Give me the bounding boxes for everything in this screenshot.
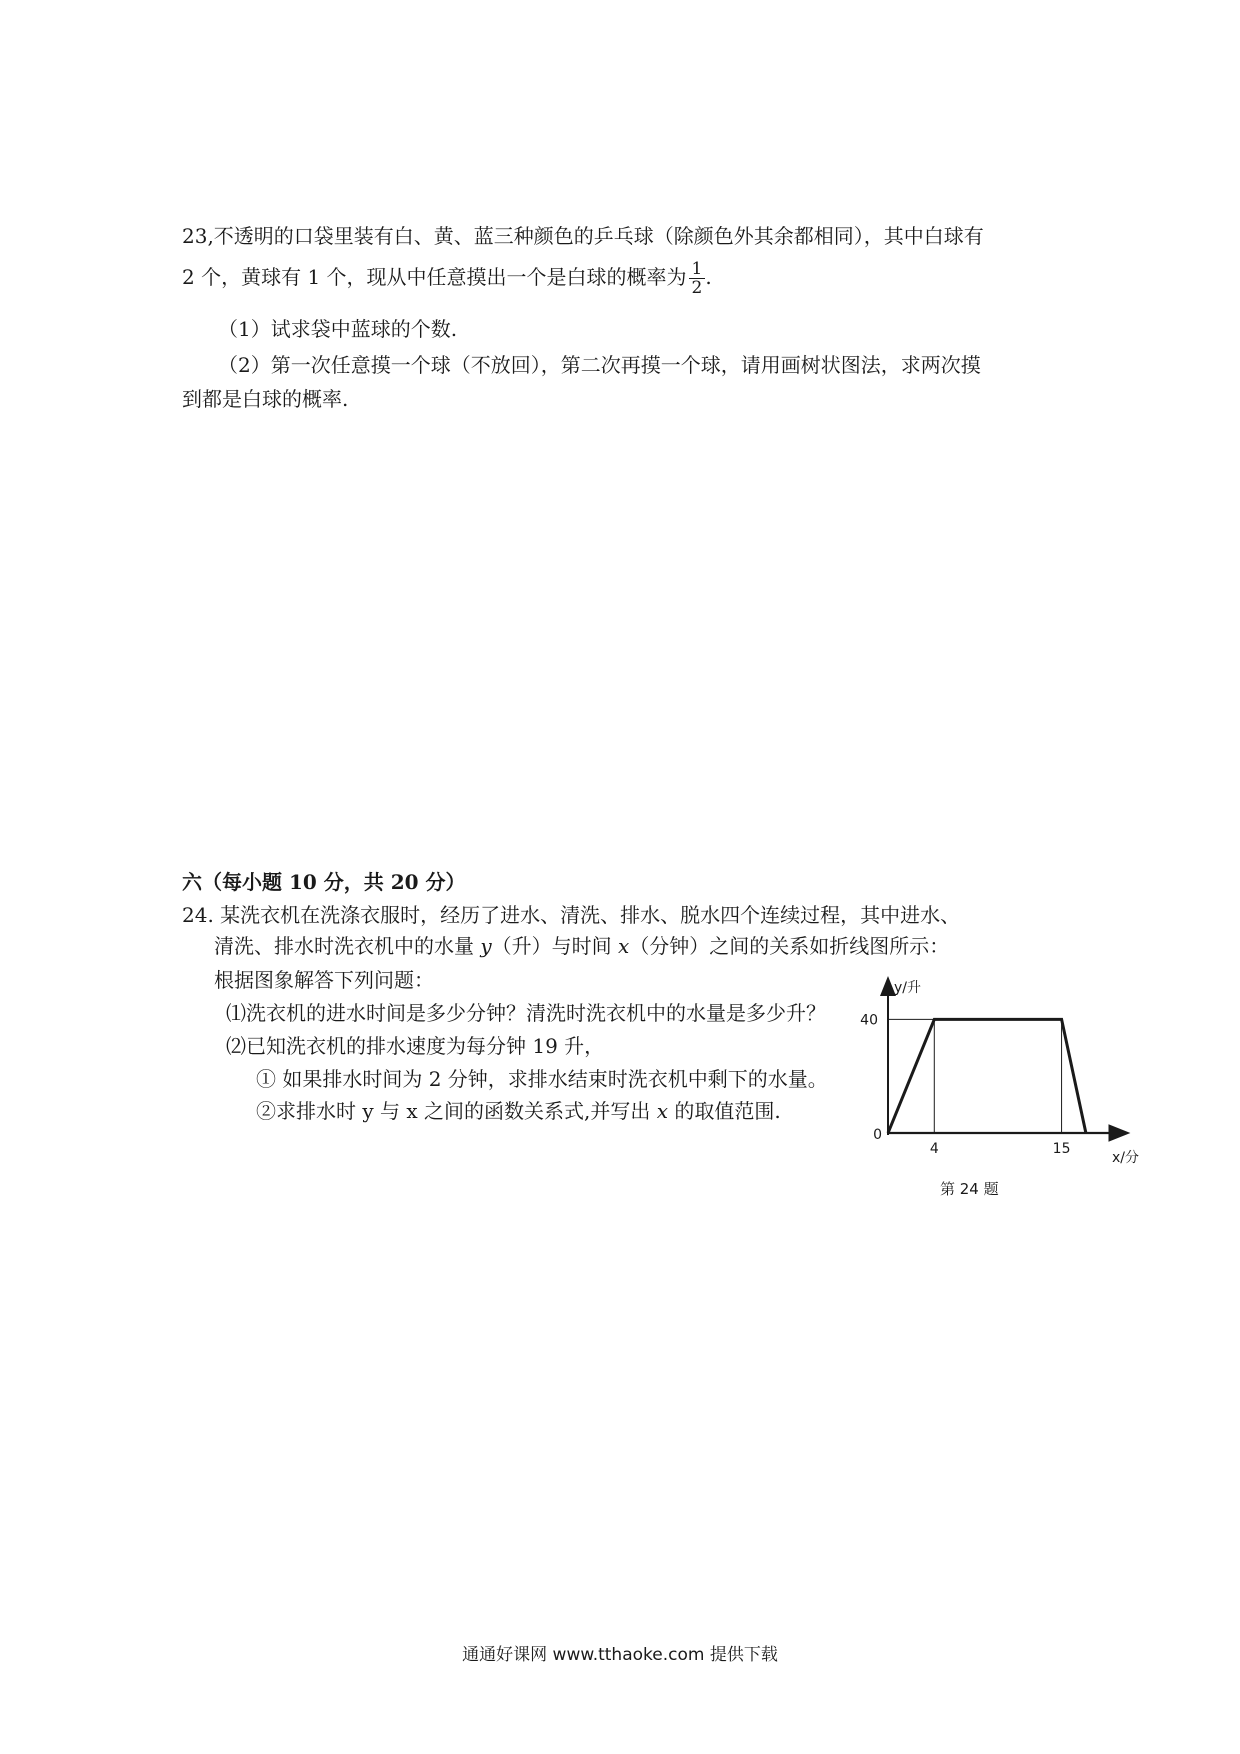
water-level-series-line (888, 1019, 1086, 1133)
x-tick-label-0: 0 (873, 1127, 882, 1143)
y-tick-label-40: 40 (860, 1012, 878, 1029)
q24-sub2 (256, 1097, 781, 1125)
q24-line3: 根据图象解答下列问题： (214, 968, 434, 992)
q23-line2 (182, 260, 712, 297)
probability-fraction (689, 260, 706, 297)
footer-credit: 通通好课网 www.tthaoke.com 提供下载 (462, 1645, 778, 1665)
q23-part2-line1: （2）第一次任意摸一个球（不放回），第二次再摸一个球，请用画树状图法，求两次摸 (218, 353, 981, 377)
x-tick-label-4: 4 (929, 1141, 939, 1157)
q24-line1: 24. 某洗衣机在洗涤衣服时，经历了进水、清洗、排水、脱水四个连续过程，其中进水、 (182, 903, 961, 927)
q23-line1: 23,不透明的口袋里装有白、黄、蓝三种颜色的乒乓球（除颜色外其余都相同），其中白球有 (182, 224, 984, 248)
q23-part2-line2: 到都是白球的概率. (182, 387, 349, 411)
q24-line2 (214, 932, 949, 960)
q23-part1: （1）试求袋中蓝球的个数. (218, 317, 458, 341)
q24-line2-b: （升）与时间 (491, 934, 619, 958)
water-level-graph (858, 972, 1148, 1172)
q24-part1: ⑴洗衣机的进水时间是多少分钟？清洗时洗衣机中的水量是多少升？ (226, 1001, 826, 1025)
section-heading: 六（每小题 10 分，共 20 分） (182, 870, 466, 894)
q24-part2: ⑵已知洗衣机的排水速度为每分钟 19 升， (226, 1034, 605, 1058)
q23-line2-prefix: 2 个，黄球有 1 个，现从中任意摸出一个是白球的概率为 (182, 265, 687, 289)
var-x-range: x (656, 1099, 669, 1123)
var-x: x (618, 934, 630, 958)
x-axis-label: x/分 (1112, 1150, 1140, 1166)
q24-sub1: ① 如果排水时间为 2 分钟，求排水结束时洗衣机中剩下的水量。 (256, 1067, 828, 1091)
q24-sub2-a: ②求排水时 y 与 x 之间的函数关系式,并写出 (256, 1099, 657, 1123)
q24-line2-a: 清洗、排水时洗衣机中的水量 (214, 934, 481, 958)
var-y: y (480, 934, 492, 958)
x-tick-label-15: 15 (1052, 1141, 1071, 1157)
fraction-numerator: 1 (689, 260, 706, 279)
figure-caption: 第 24 题 (940, 1180, 999, 1198)
y-axis-label: y/升 (894, 980, 922, 996)
q24-line2-c: （分钟）之间的关系如折线图所示： (629, 934, 950, 958)
fraction-denominator: 2 (691, 278, 703, 298)
q24-sub2-b: 的取值范围. (668, 1099, 781, 1123)
q23-line2-suffix: . (705, 265, 712, 289)
